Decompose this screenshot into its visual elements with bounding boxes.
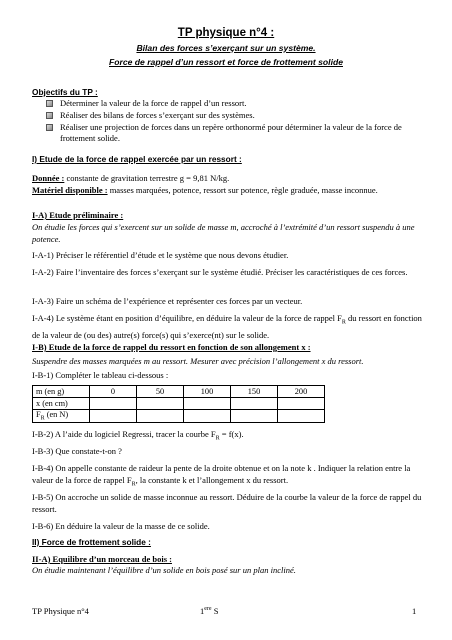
question-b2	[32, 428, 424, 445]
question-b4	[32, 462, 424, 491]
table-row	[33, 398, 325, 410]
table-row	[33, 410, 325, 423]
subscript-r: R	[40, 415, 45, 422]
bullet-icon	[46, 112, 53, 119]
table-cell: 150	[231, 386, 278, 398]
row-label-mass: m (en g)	[33, 386, 90, 398]
question-b4-text: I-B-4) On appelle constante de raideur la pente de la droite obtenue et on la note k . Indiquer la relation entre la valeur de la force de rappel F	[32, 463, 411, 485]
table-cell[interactable]	[90, 398, 137, 410]
part-a-intro: On étudie les forces qui s’exercent sur un solide de masse m, accroché à l’extrémité d’un ressort suspendu à une potence.	[32, 222, 415, 244]
table-cell[interactable]	[137, 398, 184, 410]
table-cell[interactable]	[184, 410, 231, 423]
question-a1: I-A-1) Préciser le référentiel d’étude et le système que nous devons étudier.	[32, 250, 289, 260]
question-b3: I-B-3) Que constate-t-on ?	[32, 446, 122, 456]
question-b4-text-cont: , la constante k et l’allongement x du ressort.	[135, 475, 289, 485]
subscript-r: R	[341, 319, 346, 326]
table-cell[interactable]	[231, 410, 278, 423]
question-a3: I-A-3) Faire un schéma de l’expérience et représenter ces forces par un vecteur.	[32, 296, 303, 306]
page-number: 1	[412, 606, 417, 616]
objective-text: Réaliser une projection de forces dans un repère orthonormé pour déterminer la valeur de la force de frottement solide.	[60, 122, 402, 143]
table-cell[interactable]	[90, 410, 137, 423]
force-unit: (en N)	[44, 410, 69, 419]
section-2-heading: II) Force de frottement solide :	[32, 537, 151, 547]
table-row	[33, 386, 325, 398]
row-label-elongation: x (en cm)	[33, 398, 90, 410]
data-label: Donnée :	[32, 173, 65, 183]
material-line	[32, 184, 424, 196]
question-b5: I-B-5) On accroche un solide de masse inconnue au ressort. Déduire de la courbe la valeur de la force de rappel du ressort.	[32, 492, 422, 514]
table-cell: 100	[184, 386, 231, 398]
measurement-table	[32, 385, 325, 423]
material-text: masses marquées, potence, ressort sur potence, règle graduée, masse inconnue.	[107, 185, 378, 195]
page-subtitle-2: Force de rappel d’un ressort et force de frottement solide	[109, 57, 343, 67]
objective-text: Réaliser des bilans de forces s’exerçant sur des systèmes.	[60, 110, 255, 120]
objective-text: Déterminer la valeur de la force de rappel d’un ressort.	[60, 98, 247, 108]
question-b2-text: I-B-2) A l’aide du logiciel Regressi, tracer la courbe F	[32, 429, 216, 439]
question-a4-text: I-A-4) Le système étant en position d’équilibre, en déduire la valeur de la force de rappel F	[32, 313, 342, 323]
subscript-r: R	[131, 481, 136, 488]
material-label: Matériel disponible :	[32, 185, 108, 195]
part-a-heading: I-A) Etude préliminaire :	[32, 210, 124, 220]
page-title: TP physique n°4 :	[177, 27, 275, 39]
section-2-part-a-intro: On étudie maintenant l’équilibre d’un solide en bois posé sur un plan incliné.	[32, 565, 296, 575]
table-cell: 200	[278, 386, 325, 398]
section-2-part-a-heading: II-A) Equilibre d’un morceau de bois :	[32, 554, 172, 564]
question-a2: I-A-2) Faire l’inventaire des forces s’exerçant sur le système étudié. Préciser les caractéristiques de ces forces.	[32, 267, 408, 277]
page-subtitle-1: Bilan des forces s’exerçant sur un système.	[136, 43, 316, 53]
question-a4-text-cont: du ressort en fonction de la valeur de (ou des) autre(s) force(s) qui s’exerce(nt) sur le solide.	[32, 313, 422, 340]
question-b2-text-cont: = f(x).	[219, 429, 244, 439]
objectives-heading: Objectifs du TP :	[32, 87, 98, 97]
table-cell[interactable]	[231, 398, 278, 410]
question-b6: I-B-6) En déduire la valeur de la masse de ce solide.	[32, 521, 210, 531]
footer-class-num: 1	[200, 606, 205, 616]
subscript-r: R	[215, 435, 220, 442]
row-label-force	[33, 410, 90, 423]
table-cell: 0	[90, 386, 137, 398]
table-cell[interactable]	[137, 410, 184, 423]
bullet-icon	[46, 124, 53, 131]
question-b1: I-B-1) Compléter le tableau ci-dessous :	[32, 370, 169, 380]
bullet-icon	[46, 100, 53, 107]
table-cell[interactable]	[278, 398, 325, 410]
footer-left: TP Physique n°4	[32, 606, 89, 616]
data-text: constante de gravitation terrestre g = 9,81 N/kg.	[64, 173, 230, 183]
table-cell[interactable]	[278, 410, 325, 423]
footer-class	[200, 606, 218, 616]
table-cell: 50	[137, 386, 184, 398]
section-1-heading: I) Etude de la force de rappel exercée par un ressort :	[32, 154, 242, 164]
part-b-intro: Suspendre des masses marquées m au ressort. Mesurer avec précision l’allongement x du ressort.	[32, 356, 364, 366]
footer-class-letter: S	[211, 606, 219, 616]
table-cell[interactable]	[184, 398, 231, 410]
part-b-heading: I-B) Etude de la force de rappel du ressort en fonction de son allongement x :	[32, 342, 311, 352]
footer-class-sup: ere	[204, 606, 212, 613]
force-symbol: F	[36, 410, 41, 419]
question-a4	[32, 312, 424, 341]
data-line	[32, 172, 424, 184]
